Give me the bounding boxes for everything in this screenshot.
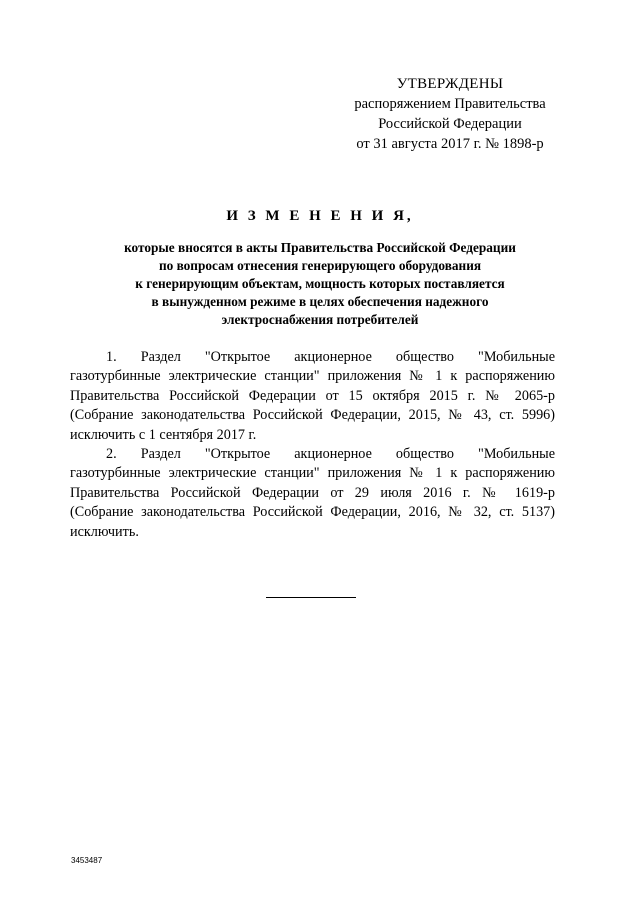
- document-heading: И З М Е Н Е Н И Я,: [226, 208, 414, 224]
- paragraph-line: (Собрание законодательства Российской Федерации, 2016, № 32, ст. 5137): [70, 504, 555, 521]
- paragraph-line: газотурбинные электрические станции" приложения № 1 к распоряжению: [70, 465, 555, 482]
- paragraph-line: исключить с 1 сентября 2017 г.: [70, 426, 257, 443]
- paragraph-line: 2. Раздел "Открытое акционерное общество "Мобильные: [106, 446, 555, 463]
- end-separator-line: [266, 597, 356, 598]
- paragraph-line: Правительства Российской Федерации от 29 июля 2016 г. № 1619-р: [70, 484, 555, 501]
- paragraph-line: газотурбинные электрические станции" приложения № 1 к распоряжению: [70, 368, 555, 385]
- approval-line: распоряжением Правительства: [354, 96, 546, 112]
- approval-date-number: от 31 августа 2017 г. № 1898-р: [356, 136, 544, 152]
- paragraph-line: Правительства Российской Федерации от 15 октября 2015 г. № 2065-р: [70, 387, 555, 404]
- paragraph-line: 1. Раздел "Открытое акционерное общество "Мобильные: [106, 349, 555, 365]
- subtitle-line: к генерирующим объектам, мощность которых поставляется: [135, 276, 505, 291]
- subtitle-line: которые вносятся в акты Правительства Российской Федерации: [124, 240, 516, 255]
- document-body: [70, 348, 555, 542]
- document-title-block: [60, 208, 580, 329]
- approval-stamp: [330, 74, 570, 154]
- paragraph-line: исключить.: [70, 523, 139, 540]
- amendment-item-1: [70, 348, 555, 445]
- subtitle-line: электроснабжения потребителей: [221, 312, 419, 327]
- subtitle-line: по вопросам отнесения генерирующего оборудования: [158, 258, 482, 273]
- approval-line: Российской Федерации: [378, 116, 522, 132]
- amendment-item-2: [70, 445, 555, 542]
- paragraph-line: (Собрание законодательства Российской Федерации, 2015, № 43, ст. 5996): [70, 407, 555, 424]
- subtitle-line: в вынужденном режиме в целях обеспечения надежного: [151, 294, 489, 309]
- document-code: 3453487: [71, 856, 103, 865]
- approval-title: УТВЕРЖДЕНЫ: [396, 76, 504, 92]
